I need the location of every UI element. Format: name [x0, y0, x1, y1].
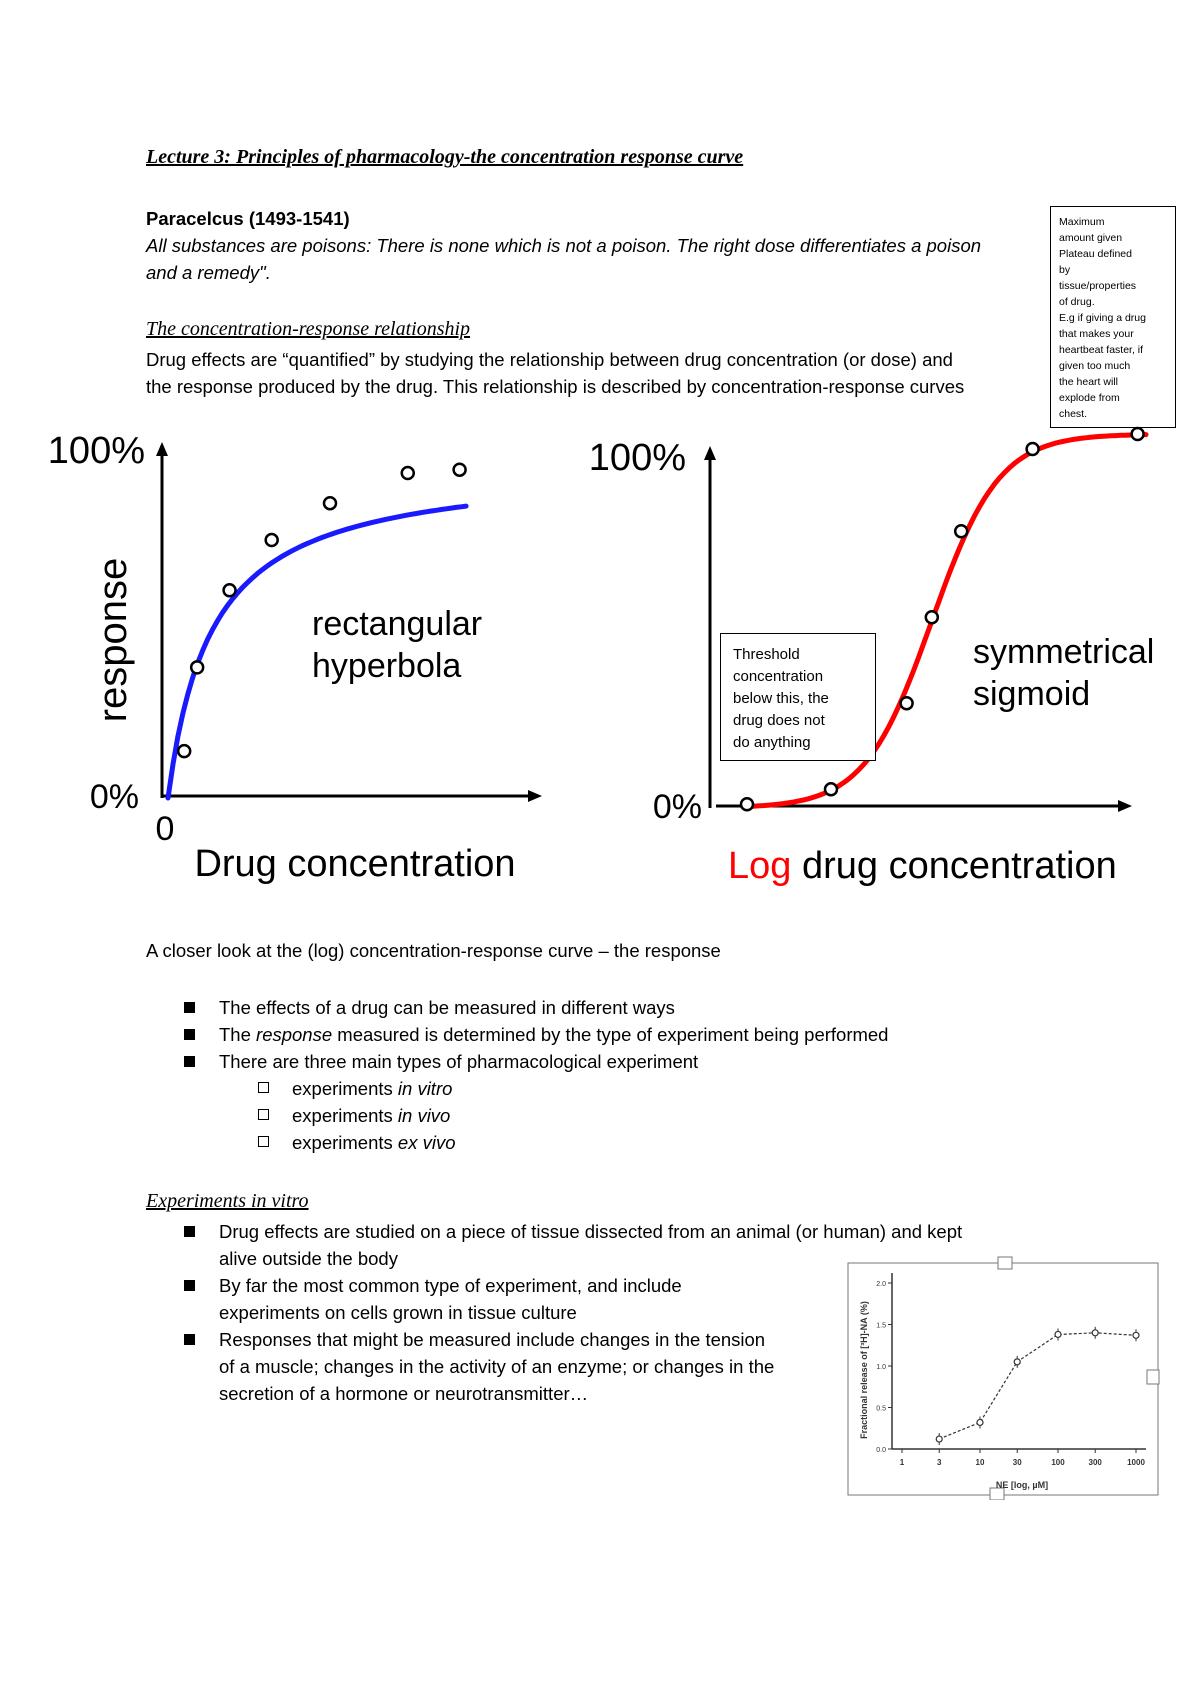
list-item: Drug effects are studied on a piece of tissue dissected from an animal (or human) and kept alive outside the body: [146, 1218, 1046, 1272]
threshold-note-box: [720, 633, 876, 761]
threshold-note-line: Threshold: [733, 646, 800, 663]
release-data-point: [1055, 1331, 1061, 1337]
release-x-tick-label: 3: [936, 1458, 942, 1467]
square-bullet-icon: [184, 1029, 195, 1040]
threshold-note-line: below this, the: [733, 690, 829, 707]
list-item: There are three main types of pharmacological experiment: [146, 1048, 1046, 1075]
list-item: By far the most common type of experiment, and include experiments on cells grown in tissue culture: [146, 1272, 1046, 1326]
release-x-tick-label: 300: [1088, 1458, 1102, 1467]
paracelcus-name: Paracelcus (1493-1541): [146, 208, 350, 229]
maximum-note-line: chest.: [1059, 408, 1088, 420]
release-y-tick-label: 1.5: [876, 1322, 886, 1330]
sigmoid-label-line1: symmetrical: [973, 633, 1155, 671]
maximum-note-line: given too much: [1059, 360, 1131, 372]
hyperbola-ylabel: response: [91, 557, 135, 723]
square-bullet-icon: [184, 1280, 195, 1291]
threshold-note-line: do anything: [733, 734, 811, 751]
sigmoid-data-point: [901, 697, 913, 709]
maximum-note-line: of drug.: [1059, 296, 1095, 308]
threshold-note-line: concentration: [733, 668, 824, 685]
maximum-note-line: Maximum: [1059, 216, 1105, 228]
maximum-note-line: amount given: [1059, 232, 1123, 244]
hyperbola-label-line1: rectangular: [312, 605, 483, 643]
release-y-tick-label: 2.0: [876, 1281, 886, 1288]
maximum-note-line: heartbeat faster, if: [1059, 344, 1144, 356]
release-y-tick-label: 0.0: [876, 1447, 886, 1454]
sigmoid-data-point: [825, 783, 837, 795]
maximum-note-line: by: [1059, 264, 1071, 276]
sigmoid-x-arrow: [1118, 800, 1132, 812]
release-chart: [840, 1255, 1170, 1500]
checkbox-bullet-icon: [258, 1109, 269, 1120]
hyperbola-data-point: [224, 584, 236, 596]
paracelcus-quote-line2: and a remedy".: [146, 262, 271, 283]
hyperbola-data-point: [266, 534, 278, 546]
closer-look-heading: A closer look at the (log) concentration-response curve – the response: [146, 940, 721, 961]
relationship-line1: Drug effects are “quantified” by studying the relationship between drug concentration (or dose) and: [146, 349, 953, 370]
maximum-note-line: E.g if giving a drug: [1059, 312, 1146, 324]
hyperbola-y-top-label: 100%: [47, 430, 145, 472]
sub-list-item: experiments in vitro: [146, 1075, 1046, 1102]
paracelcus-quote-line1: All substances are poisons: There is none which is not a poison. The right dose differentiates a poison: [146, 235, 982, 256]
page-title: Lecture 3: Principles of pharmacology-the concentration response curve: [146, 146, 744, 168]
maximum-note-line: the heart will: [1059, 376, 1118, 388]
hyperbola-data-point: [402, 467, 414, 479]
hyperbola-x-arrow: [528, 790, 542, 802]
hyperbola-x-origin-label: 0: [155, 810, 175, 848]
sub-list-item: experiments ex vivo: [146, 1129, 1046, 1156]
maximum-note-line: that makes your: [1059, 328, 1134, 340]
release-data-point: [1014, 1359, 1020, 1365]
hyperbola-data-point: [324, 497, 336, 509]
sigmoid-xlabel: [728, 845, 1117, 887]
relationship-heading: The concentration-response relationship: [146, 318, 471, 340]
sigmoid-xlabel-rest: drug concentration: [791, 845, 1117, 887]
hyperbola-data-point: [454, 464, 466, 476]
square-bullet-icon: [184, 1226, 195, 1237]
release-data-point: [1133, 1332, 1139, 1338]
sigmoid-data-point: [1132, 428, 1144, 440]
sigmoid-data-point: [741, 798, 753, 810]
maximum-note-box: [1050, 206, 1176, 428]
closer-look-list: [146, 994, 1046, 1156]
release-y-tick-label: 0.5: [876, 1405, 886, 1413]
sigmoid-chart: [580, 420, 1180, 890]
sigmoid-data-point: [1027, 443, 1039, 455]
release-data-point: [977, 1419, 983, 1425]
sigmoid-data-point: [955, 525, 967, 537]
sigmoid-xlabel-log: Log: [728, 845, 792, 887]
square-bullet-icon: [184, 1056, 195, 1067]
hyperbola-data-point: [178, 745, 190, 757]
sigmoid-data-point: [926, 611, 938, 623]
hyperbola-xlabel: Drug concentration: [194, 843, 516, 885]
release-chart-frame: [848, 1263, 1158, 1495]
release-y-tick-label: 1.0: [876, 1364, 886, 1371]
release-x-tick-label: 30: [1012, 1458, 1022, 1467]
sigmoid-y-arrow: [704, 446, 716, 460]
maximum-note-line: Plateau defined: [1059, 248, 1132, 260]
release-xlabel: NE [log, µM]: [995, 1480, 1049, 1490]
hyperbola-label-line2: hyperbola: [312, 647, 462, 685]
release-x-tick-label: 10: [975, 1458, 985, 1467]
hyperbola-chart: [0, 420, 580, 890]
list-item: The effects of a drug can be measured in different ways: [146, 994, 1046, 1021]
hyperbola-y-bottom-label: 0%: [89, 778, 139, 816]
square-bullet-icon: [184, 1334, 195, 1345]
release-x-tick-label: 1: [899, 1458, 905, 1467]
maximum-note-line: tissue/properties: [1059, 280, 1137, 292]
sigmoid-y-bottom-label: 0%: [652, 788, 702, 826]
sigmoid-label-line2: sigmoid: [973, 675, 1091, 713]
sigmoid-y-top-label: 100%: [588, 437, 686, 479]
threshold-note-line: drug does not: [733, 712, 825, 729]
maximum-note-line: explode from: [1059, 392, 1120, 404]
release-data-point: [936, 1436, 942, 1442]
checkbox-bullet-icon: [258, 1136, 269, 1147]
relationship-line2: the response produced by the drug. This relationship is described by concentration-response curves: [146, 376, 965, 397]
hyperbola-data-point: [191, 661, 203, 673]
frame-handle-icon: [998, 1257, 1012, 1269]
frame-handle-icon: [1147, 1370, 1159, 1384]
in-vitro-heading: Experiments in vitro: [146, 1190, 309, 1212]
release-x-tick-label: 100: [1051, 1458, 1065, 1467]
release-data-point: [1092, 1330, 1098, 1336]
checkbox-bullet-icon: [258, 1082, 269, 1093]
list-item: Responses that might be measured include changes in the tension of a muscle; changes in the activity of an enzyme; or changes in the secretion of a hormone or neurotransmitter…: [146, 1326, 1046, 1407]
release-ylabel: Fractional release of [³H]-NA (%): [859, 1301, 869, 1439]
hyperbola-y-arrow: [156, 442, 168, 456]
sub-list-item: experiments in vivo: [146, 1102, 1046, 1129]
list-item: The response measured is determined by the type of experiment being performed: [146, 1021, 1046, 1048]
release-x-tick-label: 1000: [1127, 1458, 1145, 1467]
square-bullet-icon: [184, 1002, 195, 1013]
